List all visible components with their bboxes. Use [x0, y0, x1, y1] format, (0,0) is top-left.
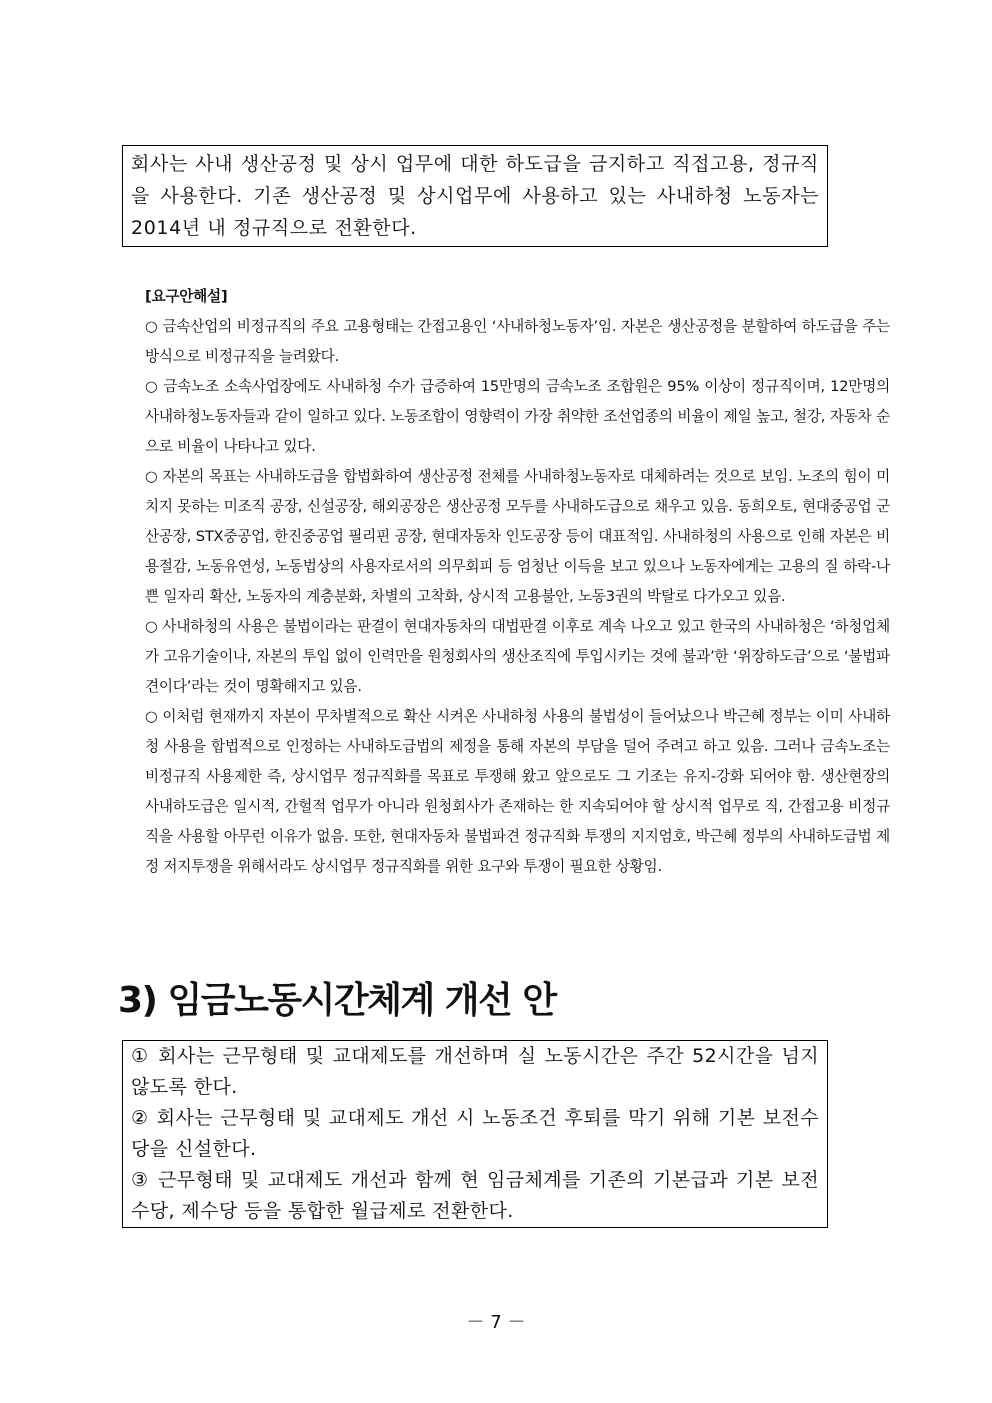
demand-item: ③ 근무형태 및 교대제도 개선과 함께 현 임금체계를 기존의 기본급과 기본 보전수당, 제수당 등을 통합한 월급제로 전환한다.	[131, 1169, 819, 1222]
demand-item: ① 회사는 근무형태 및 교대제도를 개선하며 실 노동시간은 주간 52시간을 넘지 않도록 한다.	[131, 1045, 819, 1098]
demand-item: ② 회사는 근무형태 및 교대제도 개선 시 노동조건 후퇴를 막기 위해 기본 보전수당을 신설한다.	[131, 1107, 819, 1160]
interpretation-paragraph: ○ 자본의 목표는 사내하도급을 합법화하여 생산공정 전체를 사내하청노동자로 대체하려는 것으로 보임. 노조의 힘이 미치지 못하는 미조직 공장, 신설공장, 해외공장은 생산공정 모두를 사내하도급으로 채우고 있음. 동희오토, 현대중공업 군산공장, STX중공업, 한진중공업 필리핀 공장, 현대자동차 인도공장 등이 대표적임. 사내하청의 사용으로 인해 자본은 비용절감, 노동유연성, 노동법상의 사용자로서의 의무회피 등 엄청난 이득을 보고 있으나 노동자에게는 고용의 질 하락-나쁜 일자리 확산, 노동자의 계층분화, 차별의 고착화, 상시적 고용불안, 노동3권의 박탈로 다가오고 있음.	[145, 468, 890, 605]
section-title: 3) 임금노동시간체계 개선 안	[118, 980, 556, 1021]
interpretation-heading: [요구안해설]	[145, 288, 228, 305]
interpretation-paragraph: ○ 금속산업의 비정규직의 주요 고용형태는 간접고용인 ‘사내하청노동자’임. 자본은 생산공정을 분할하여 하도급을 주는 방식으로 비정규직을 늘려왔다.	[145, 318, 890, 365]
wage-hours-demand-box	[122, 1040, 828, 1228]
interpretation-paragraph: ○ 사내하청의 사용은 불법이라는 판결이 현대자동차의 대법판결 이후로 계속 나오고 있고 한국의 사내하청은 ‘하청업체가 고유기술이나, 자본의 투입 없이 인력만을 원청회사의 생산조직에 투입시키는 것에 불과’한 ‘위장하도급’으로 ‘불법파견이다’라는 것이 명확해지고 있음.	[145, 618, 890, 695]
demand-box	[122, 145, 828, 247]
interpretation-paragraph: ○ 금속노조 소속사업장에도 사내하청 수가 급증하여 15만명의 금속노조 조합원은 95% 이상이 정규직이며, 12만명의 사내하청노동자들과 같이 일하고 있다. 노동조합이 영향력이 가장 취약한 조선업종의 비율이 제일 높고, 철강, 자동차 순으로 비율이 나타나고 있다.	[145, 378, 890, 455]
demand-text: 회사는 사내 생산공정 및 상시 업무에 대한 하도급을 금지하고 직접고용, 정규직을 사용한다. 기존 생산공정 및 상시업무에 사용하고 있는 사내하청 노동자는 2014년 내 정규직으로 전환한다.	[131, 153, 819, 239]
interpretation-paragraph: ○ 이처럼 현재까지 자본이 무차별적으로 확산 시켜온 사내하청 사용의 불법성이 들어났으나 박근혜 정부는 이미 사내하청 사용을 합법적으로 인정하는 사내하도급법의 제정을 통해 자본의 부담을 덜어 주려고 하고 있음. 그러나 금속노조는 비정규직 사용제한 즉, 상시업무 정규직화를 목표로 투쟁해 왔고 앞으로도 그 기조는 유지-강화 되어야 함. 생산현장의 사내하도급은 일시적, 간헐적 업무가 아니라 원청회사가 존재하는 한 지속되어야 할 상시적 업무로 직, 간접고용 비정규직을 사용할 아무런 이유가 없음. 또한, 현대자동차 불법파견 정규직화 투쟁의 지지엄호, 박근혜 정부의 사내하도급법 제정 저지투쟁을 위해서라도 상시업무 정규직화를 위한 요구와 투쟁이 필요한 상황임.	[145, 708, 890, 875]
page-number: － 7 －	[466, 1312, 526, 1333]
demand-interpretation	[145, 282, 890, 882]
